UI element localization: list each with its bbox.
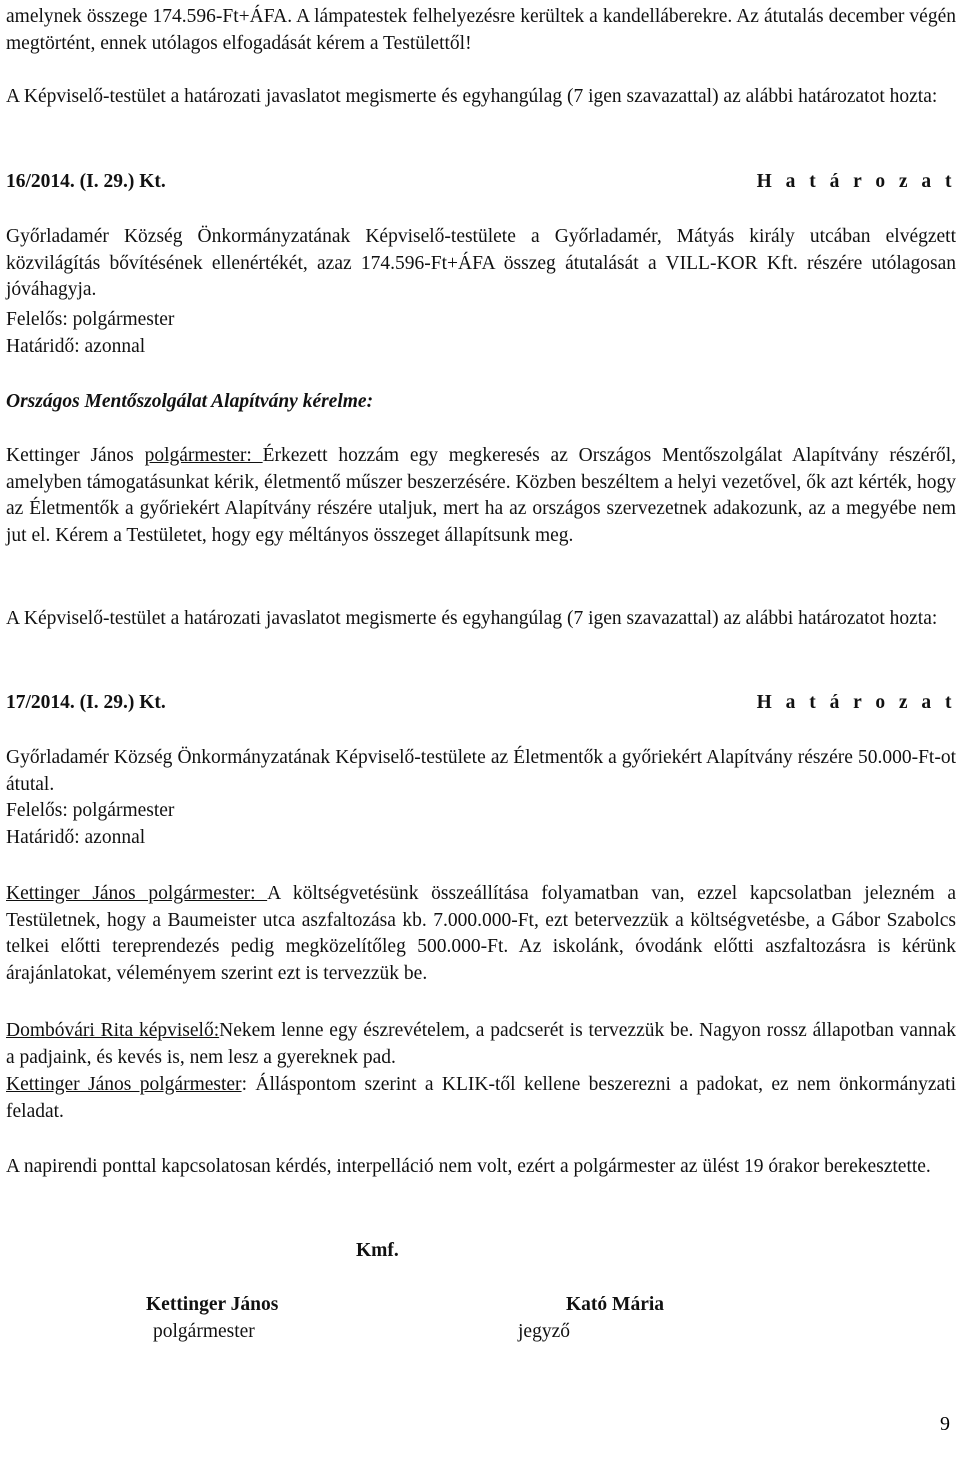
- paragraph-speaker-3: [6, 1018, 956, 1071]
- signature-title-mayor: polgármester: [153, 1321, 255, 1342]
- resolution-16-deadline: Határidő: azonnal: [6, 336, 146, 357]
- page-number: 9: [940, 1413, 950, 1435]
- resolution-16-text: Győrladamér Község Önkormányzatának Képviselő-testülete a Győrladamér, Mátyás király utcában elvégzett közvilágítás bővítésének ellenértékét, azaz 174.596-Ft+ÁFA összeg átutalását a VILL-KOR Kft. részére utólagosan jóváhagyja.: [6, 226, 956, 300]
- paragraph-speaker-2: [6, 881, 956, 987]
- speaker-text: : Álláspontom szerint a KLIK-től kellene beszerezni a padokat, ez nem önkormányzati feladat.: [6, 1074, 957, 1122]
- speaker-name: Kettinger János: [6, 445, 134, 466]
- signature-title-notary: jegyző: [518, 1321, 570, 1342]
- paragraph-closing: A napirendi ponttal kapcsolatosan kérdés, interpelláció nem volt, ezért a polgármester az ülést 19 órakor berekesztette.: [6, 1156, 931, 1177]
- speaker-label: Kettinger János polgármester: [6, 1074, 242, 1095]
- signature-name-notary: Kató Mária: [566, 1294, 665, 1315]
- resolution-17-responsible: Felelős: polgármester: [6, 800, 175, 821]
- speaker-label: Dombóvári Rita képviselő:: [6, 1020, 220, 1041]
- resolution-16-header: [6, 169, 956, 196]
- resolution-17-text: Győrladamér Község Önkormányzatának Képviselő-testülete az Életmentők a győriekért Alapítvány részére 50.000-Ft-ot átutal.: [6, 747, 956, 795]
- speaker-text: A költségvetésünk összeállítása folyamatban van, ezzel kapcsolatban jelezném a Testületnek, hogy a Baumeister utca aszfaltozása kb. 7.000.000-Ft, ezt betervezzük a költségvetésbe, a Gábor Szabolcs telkei előtti tereprendezés pedig megközelítőleg 500.000-Ft. Az iskolánk, óvodánk előtti aszfaltozásra is kérünk árajánlatokat, véleményem szerint ezt is tervezzük be.: [6, 883, 957, 984]
- speaker-text: Nekem lenne egy észrevételem, a padcserét is tervezzük be. Nagyon rossz állapotban vannak a padjaink, és kevés is, nem lesz a gyereknek pad.: [6, 1020, 956, 1068]
- paragraph-speaker-1: [6, 443, 956, 549]
- paragraph-intro: amelynek összege 174.596-Ft+ÁFA. A lámpatestek felhelyezésre kerültek a kandelláberekre. Az átutalás december végén megtörtént, ennek utólagos elfogadását kérem a Testülettől!: [6, 6, 956, 54]
- paragraph-vote-1: A Képviselő-testület a határozati javaslatot megismerte és egyhangúlag (7 igen szavazattal) az alábbi határozatot hozta:: [6, 86, 938, 107]
- speaker-label: Kettinger János polgármester:: [6, 883, 268, 904]
- resolution-16-responsible: Felelős: polgármester: [6, 309, 175, 330]
- section-title: Országos Mentőszolgálat Alapítvány kérelme:: [6, 391, 374, 412]
- paragraph-vote-2: A Képviselő-testület a határozati javaslatot megismerte és egyhangúlag (7 igen szavazattal) az alábbi határozatot hozta:: [6, 608, 938, 629]
- kmf-label: Kmf.: [356, 1240, 399, 1261]
- resolution-16-number: 16/2014. (I. 29.) Kt.: [6, 171, 166, 192]
- speaker-text: Érkezett hozzám egy megkeresés az Országos Mentőszolgálat Alapítvány részéről, amelyben támogatásunkat kérik, életmentő műszer beszerzésére. Közben beszéltem a helyi vezetővel, ők azt kérték, hogy az Életmentők a győriekért Alapítvány részére utaljuk, mert ha az országos szervezetnek adakozunk, az a megyébe nem jut el. Kérem a Testületet, hogy egy méltányos összeget állapítsunk meg.: [6, 445, 957, 546]
- resolution-17-deadline: Határidő: azonnal: [6, 827, 146, 848]
- signature-name-mayor: Kettinger János: [146, 1294, 279, 1315]
- paragraph-speaker-4: [6, 1072, 956, 1125]
- speaker-role: polgármester:: [144, 445, 263, 466]
- resolution-17-header: [6, 690, 956, 717]
- resolution-16-label: H a t á r o z a t: [756, 171, 956, 192]
- resolution-17-number: 17/2014. (I. 29.) Kt.: [6, 692, 166, 713]
- resolution-17-label: H a t á r o z a t: [756, 692, 956, 713]
